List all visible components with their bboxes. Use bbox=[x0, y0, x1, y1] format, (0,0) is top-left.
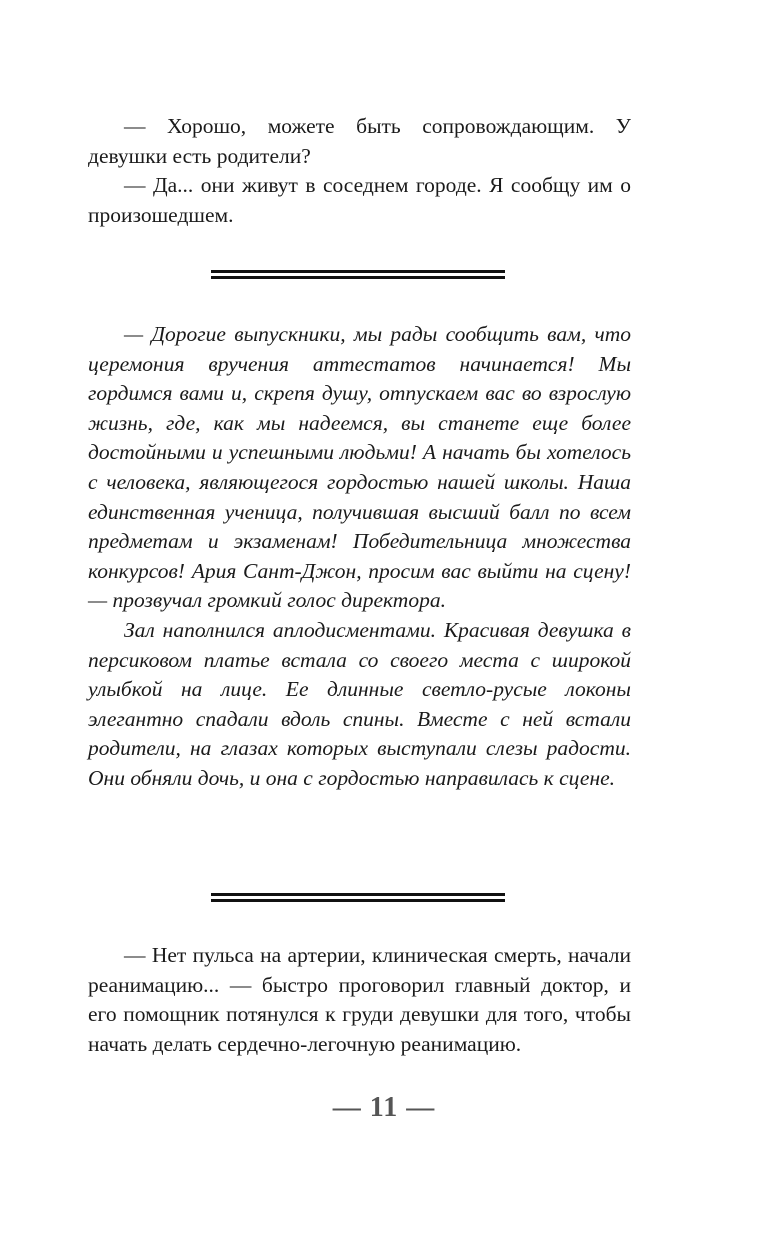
page-number: — 11 — bbox=[332, 1092, 436, 1123]
section-divider bbox=[211, 893, 505, 903]
text-section-2 bbox=[88, 320, 631, 893]
divider-line bbox=[211, 899, 505, 902]
divider-line bbox=[211, 893, 505, 896]
text-section-1 bbox=[88, 112, 631, 270]
paragraph: — Хорошо, можете быть сопровождающим. У девушки есть родители? bbox=[88, 114, 631, 168]
paragraph: Зал наполнился аплодисментами. Красивая девушка в персиковом платье встала со своего места с широкой улыбкой на лице. Ее длинные светло-русые локоны элегантно спадали вдоль спины. Вместе с ней встали родители, на глазах которых выступали слезы радости. Они обняли дочь, и она с гордостью направилась к сцене. bbox=[88, 617, 631, 790]
divider-line bbox=[211, 270, 505, 273]
section-divider bbox=[211, 270, 505, 280]
paragraph: — Нет пульса на артерии, клиническая смерть, начали реанимацию... — быстро проговорил главный доктор, и его помощник потянулся к груди девушки для того, чтобы начать делать сердечно-легочную реанимацию. bbox=[88, 943, 631, 1056]
paragraph: — Да... они живут в соседнем городе. Я сообщу им о произошедшем. bbox=[88, 173, 631, 227]
divider-line bbox=[211, 276, 505, 279]
paragraph: — Дорогие выпускники, мы рады сообщить вам, что церемония вручения аттестатов начинается! Мы гордимся вами и, скрепя душу, отпускаем вас во взрослую жизнь, где, как мы надеемся, вы станете еще более достойными и успешными людьми! А начать бы хотелось с человека, являющегося гордостью нашей школы. Наша единственная ученица, получившая высший балл по всем предметам и экзаменам! Победительница множества конкурсов! Ария Сант-Джон, просим вас выйти на сцену! — прозвучал громкий голос директора. bbox=[88, 322, 631, 613]
book-page bbox=[88, 112, 631, 1121]
